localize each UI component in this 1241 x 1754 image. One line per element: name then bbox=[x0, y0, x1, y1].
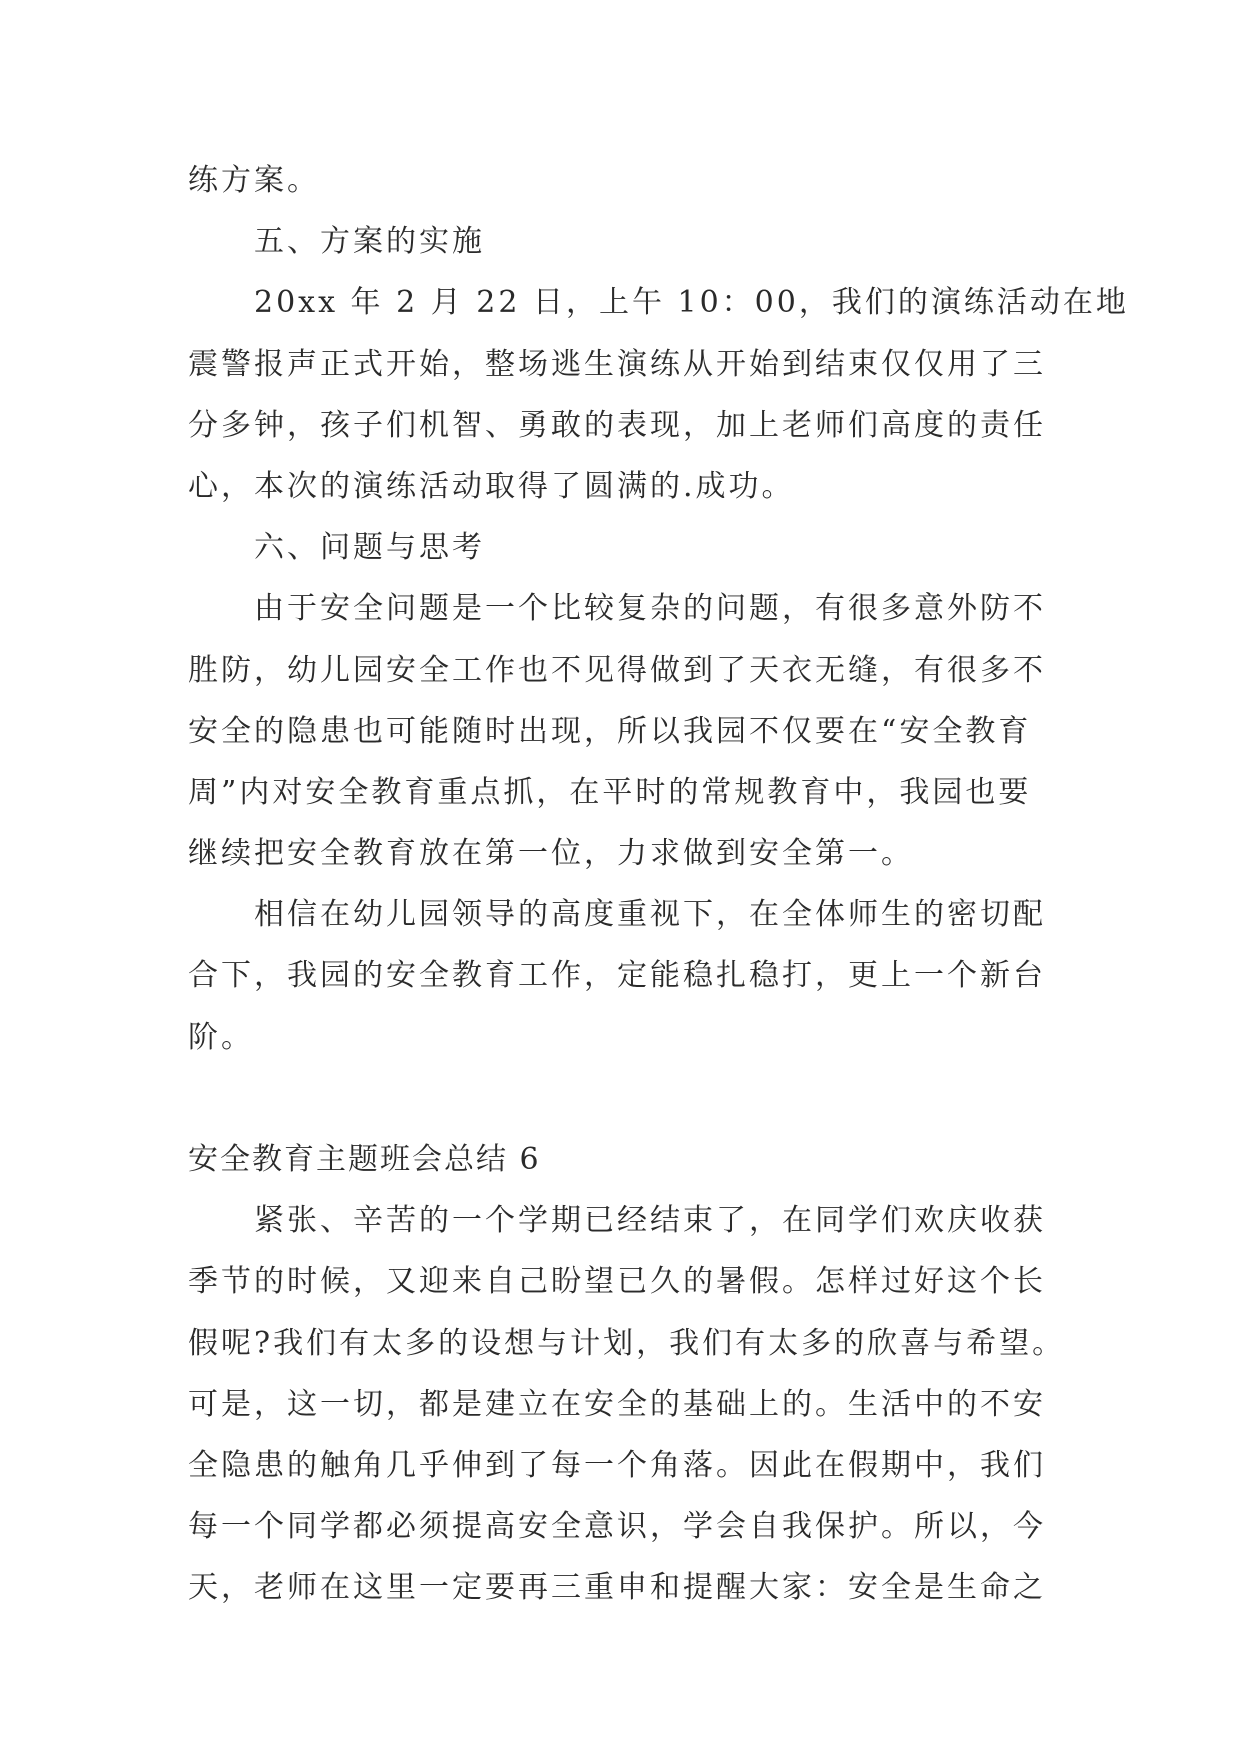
text-line: 心，本次的演练活动取得了圆满的.成功。 bbox=[188, 468, 795, 504]
section-title: 安全教育主题班会总结 6 bbox=[188, 1142, 541, 1177]
text-line: 天，老师在这里一定要再三重申和提醒大家：安全是生命之 bbox=[188, 1570, 1046, 1606]
text-line: 继续把安全教育放在第一位，力求做到安全第一。 bbox=[188, 836, 914, 872]
text-line: 相信在幼儿园领导的高度重视下，在全体师生的密切配 bbox=[254, 897, 1046, 933]
text-line: 季节的时候，又迎来自己盼望已久的暑假。怎样过好这个长 bbox=[188, 1264, 1046, 1300]
document-body bbox=[188, 150, 1129, 1619]
section-heading: 六、问题与思考 bbox=[254, 530, 485, 566]
text-line: 练方案。 bbox=[188, 163, 320, 198]
paragraph-gap bbox=[188, 1068, 1058, 1129]
text-line: 合下，我园的安全教育工作，定能稳扎稳打，更上一个新台 bbox=[188, 958, 1046, 994]
text-line: 全隐患的触角几乎伸到了每一个角落。因此在假期中，我们 bbox=[188, 1447, 1046, 1483]
section-heading: 五、方案的实施 bbox=[254, 224, 485, 260]
text-line: 20xx 年 2 月 22 日，上午 10：00，我们的演练活动在地 bbox=[254, 285, 1129, 321]
text-line: 阶。 bbox=[188, 1019, 254, 1055]
text-line: 分多钟，孩子们机智、勇敢的表现，加上老师们高度的责任 bbox=[188, 407, 1046, 443]
text-line: 可是，这一切，都是建立在安全的基础上的。生活中的不安 bbox=[188, 1386, 1046, 1422]
text-line: 安全的隐患也可能随时出现，所以我园不仅要在“安全教育 bbox=[188, 713, 1032, 749]
text-line: 紧张、辛苦的一个学期已经结束了，在同学们欢庆收获 bbox=[254, 1203, 1046, 1239]
text-line: 每一个同学都必须提高安全意识，学会自我保护。所以，今 bbox=[188, 1509, 1046, 1545]
text-line: 震警报声正式开始，整场逃生演练从开始到结束仅仅用了三 bbox=[188, 346, 1046, 382]
text-line: 周”内对安全教育重点抓，在平时的常规教育中，我园也要 bbox=[188, 774, 1032, 810]
text-line: 由于安全问题是一个比较复杂的问题，有很多意外防不 bbox=[254, 591, 1046, 627]
text-line: 假呢?我们有太多的设想与计划，我们有太多的欣喜与希望。 bbox=[188, 1325, 1066, 1361]
text-line: 胜防，幼儿园安全工作也不见得做到了天衣无缝，有很多不 bbox=[188, 652, 1046, 688]
